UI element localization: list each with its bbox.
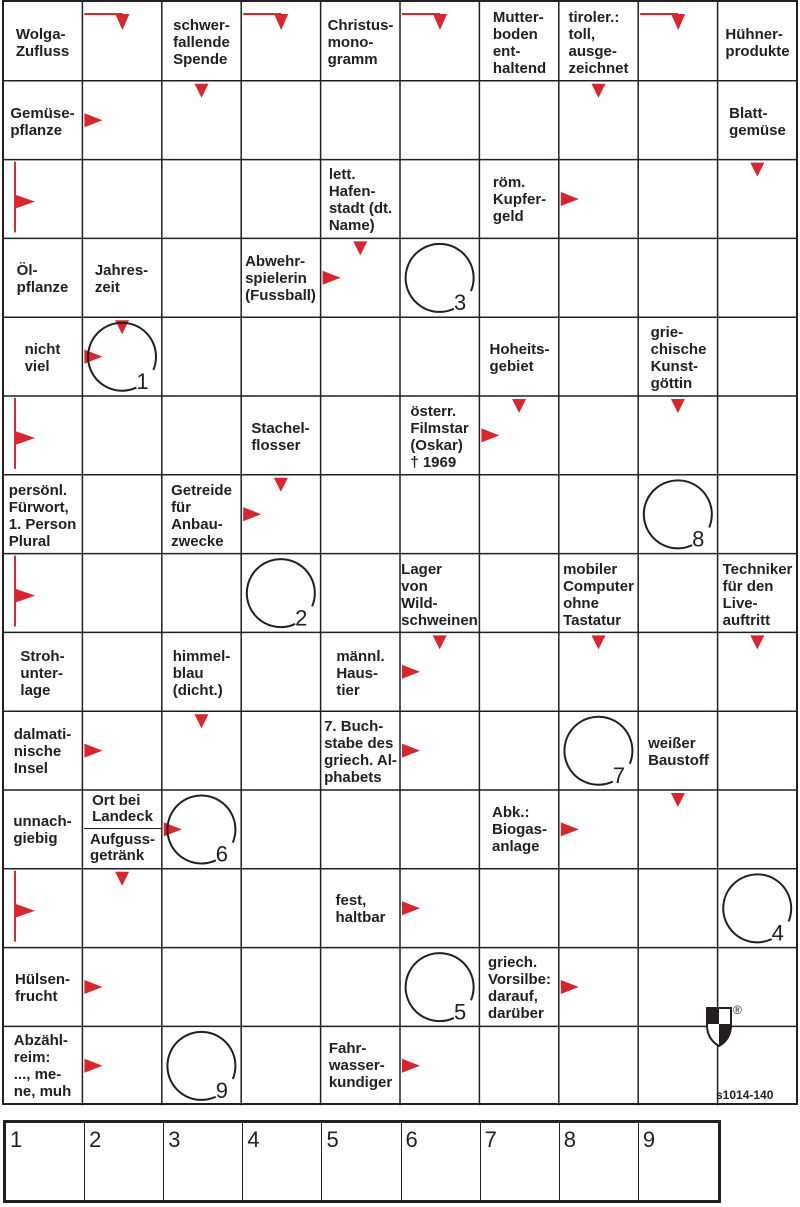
clue-blattgemuese: Blatt- gemüse — [729, 104, 786, 139]
registered-mark: ® — [733, 1003, 742, 1017]
clue-split-cell — [84, 790, 161, 868]
clue-aufgussgetraenk: Aufguss- getränk — [90, 831, 155, 864]
clue-strohunterlage: Stroh- unter- lage — [20, 648, 65, 699]
clue-roem-kupfergeld: röm. Kupfer- geld — [492, 174, 547, 225]
circle-number: 8 — [692, 526, 705, 552]
solution-cell-5[interactable]: 5 — [322, 1123, 401, 1200]
circle-number: 6 — [215, 841, 229, 867]
clue-persoenl-fuerwort: persönl. Fürwort, 1. Person Plural — [8, 481, 77, 550]
clue-himmelblau: himmel- blau (dicht.) — [172, 648, 231, 699]
clue-hoheitsgebiet: Hoheits- gebiet — [489, 340, 550, 375]
solution-row — [3, 1120, 721, 1203]
solution-cell-8[interactable]: 8 — [560, 1123, 639, 1200]
circle-number: 1 — [136, 368, 149, 394]
solution-cell-9[interactable]: 9 — [642, 1127, 656, 1152]
crossword-grid — [2, 0, 798, 1105]
solution-cell-1[interactable]: 1 — [6, 1123, 85, 1200]
clue-fahrwasserkundiger: Fahr- wasser- kundiger — [328, 1040, 393, 1091]
clue-christusmonogramm: Christus- mono- gramm — [327, 17, 394, 68]
clue-mutterboden: Mutter- boden ent- haltend — [492, 8, 547, 77]
circle-number: 3 — [453, 290, 467, 316]
clue-nicht-viel: nicht viel — [24, 340, 61, 375]
clue-getreide-anbau: Getreide für Anbau- zwecke — [171, 481, 232, 550]
solution-cell-7[interactable]: 7 — [481, 1123, 560, 1200]
clue-huelsenfrucht: Hülsen- frucht — [14, 970, 70, 1005]
clue-fest-haltbar: fest, haltbar — [335, 891, 386, 926]
clue-7-buchstabe: 7. Buch- stabe des griech. Al- phabets — [324, 717, 397, 786]
clue-huehnerprodukte: Hühner- produkte — [725, 25, 790, 60]
clue-techniker-live: Techniker für den Live- auftritt — [722, 560, 793, 629]
clue-griechische-kunstgoettin: grie- chische Kunst- göttin — [650, 323, 707, 392]
puzzle-code: s1014-140 — [716, 1088, 774, 1102]
clue-oesterr-filmstar: österr. Filmstar (Oskar) † 1969 — [410, 402, 469, 471]
clue-ort-bei-landeck: Ort bei Landeck — [84, 790, 161, 829]
clue-weisser-baustoff: weißer Baustoff — [648, 734, 709, 769]
solution-cell-4[interactable]: 4 — [243, 1123, 322, 1200]
circle-number: 9 — [215, 1078, 229, 1104]
circle-number: 4 — [771, 920, 784, 946]
circle-number: 5 — [453, 999, 467, 1025]
clue-dalmatinische-insel: dalmati- nische Insel — [13, 726, 72, 777]
publisher-logo-icon — [706, 1007, 732, 1047]
solution-cell-3[interactable]: 3 — [164, 1123, 243, 1200]
clue-schwerfallende-spende: schwer- fallende Spende — [173, 17, 230, 68]
clue-abzaehlreim: Abzähl- reim: ..., me- ne, muh — [13, 1031, 72, 1100]
circle-number: 7 — [612, 762, 626, 788]
clue-lett-hafenstadt: lett. Hafen- stadt (dt. Name) — [328, 165, 393, 234]
clue-wolga-zufluss: Wolga- Zufluss — [15, 25, 70, 60]
clue-mobiler-computer: mobiler Computer ohne Tastatur — [563, 560, 634, 629]
clue-griech-vorsilbe: griech. Vorsilbe: darauf, darüber — [487, 953, 552, 1022]
clue-tiroler: tiroler.: toll, ausge- zeichnet — [568, 8, 629, 77]
clue-stachelflosser: Stachel- flosser — [251, 419, 310, 454]
clue-oelpflanze: Öl- pflanze — [16, 261, 69, 296]
clue-abk-biogasanlage: Abk.: Biogas- anlage — [491, 804, 547, 855]
clue-gemuesepflanze: Gemüse- pflanze — [10, 104, 75, 139]
clue-abwehrspielerin: Abwehr- spielerin (Fussball) — [245, 253, 316, 304]
solution-cell-2[interactable]: 2 — [85, 1123, 164, 1200]
clue-unnachgiebig: unnach- giebig — [13, 812, 72, 847]
solution-cell-6[interactable]: 6 — [402, 1123, 481, 1200]
circle-number: 2 — [295, 605, 308, 631]
clue-jahreszeit: Jahres- zeit — [94, 261, 149, 296]
clue-maennl-haustier: männl. Haus- tier — [336, 648, 385, 699]
clue-lager-wildschweine: Lager von Wild- schweinen — [401, 560, 478, 629]
